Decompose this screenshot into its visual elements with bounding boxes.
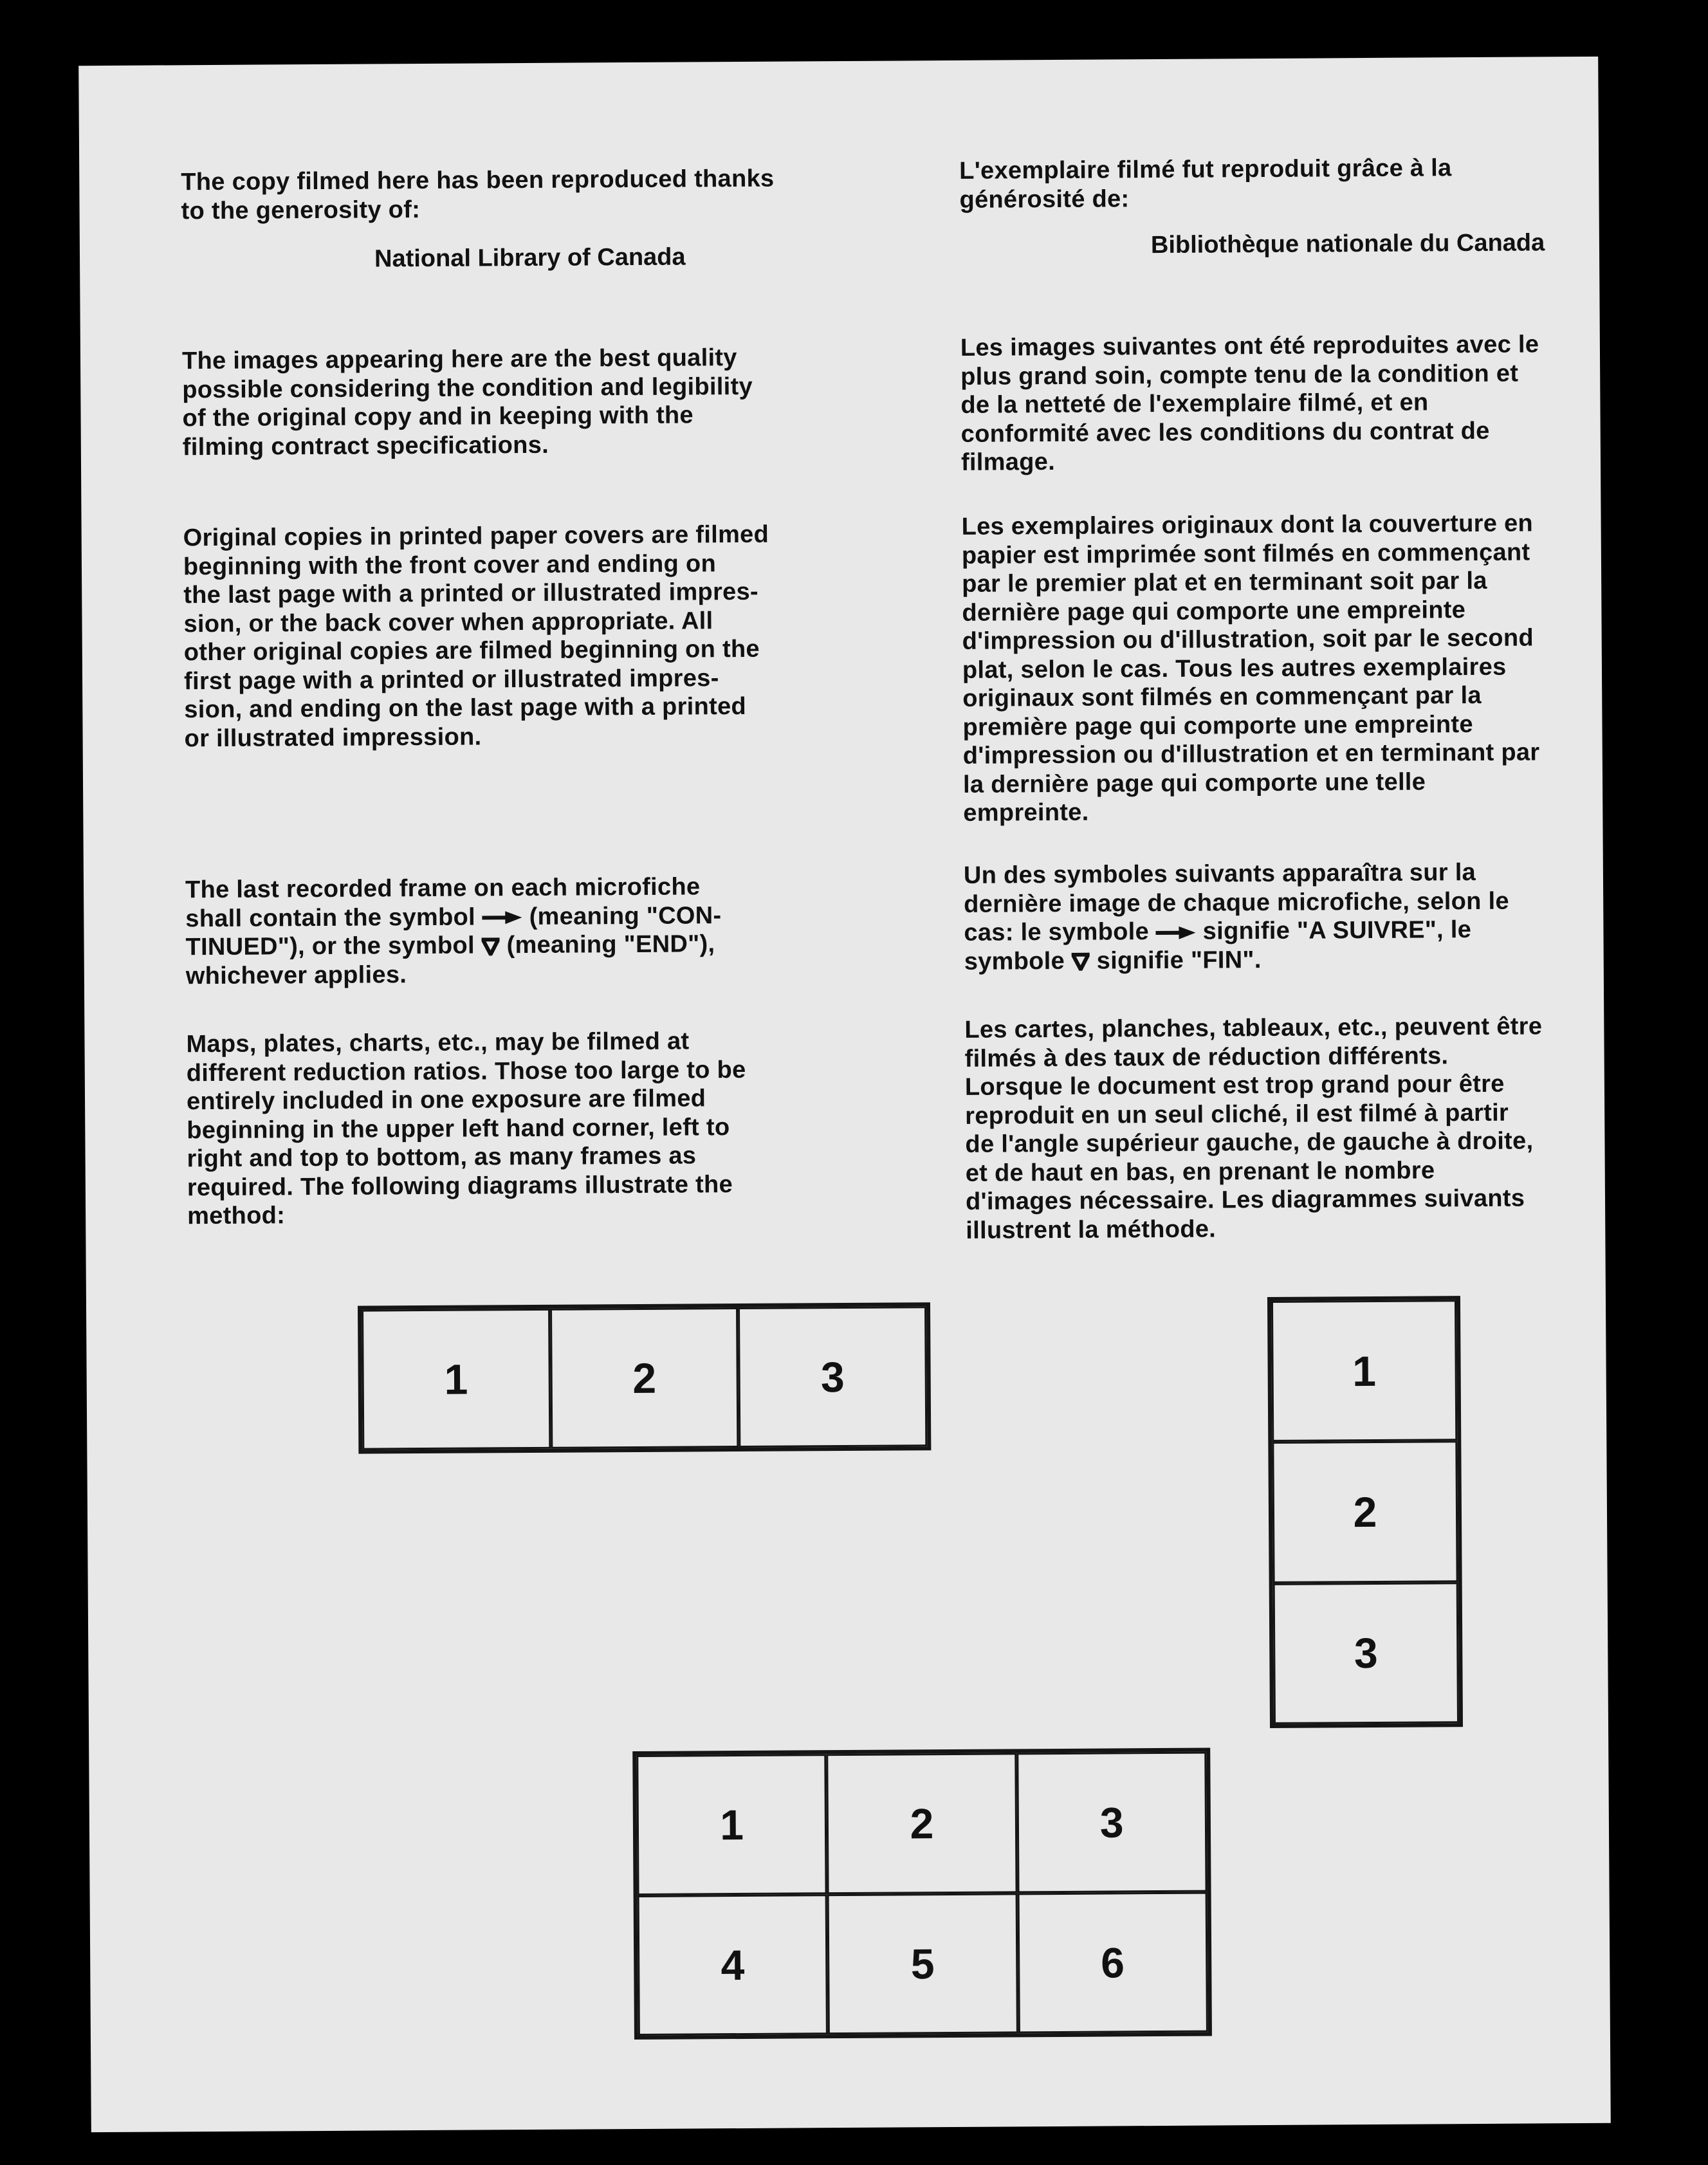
frame-cell: 2 bbox=[827, 1753, 1018, 1894]
french-thanks-paragraph: L'exemplaire filmé fut reproduit grâce à la générosité de: bbox=[959, 154, 1452, 214]
french-library-name: Bibliothèque nationale du Canada bbox=[1150, 229, 1545, 259]
right-arrow-icon bbox=[482, 911, 522, 925]
english-symbol-text-1: The last recorded frame on each microfiche shall contain the symbol bbox=[185, 873, 701, 932]
grid-frames-diagram bbox=[632, 1748, 1212, 2040]
frame-cell: 2 bbox=[550, 1307, 739, 1449]
frame-cell: 5 bbox=[827, 1893, 1018, 2034]
microfilm-target-sheet bbox=[78, 57, 1611, 2132]
english-symbol-text-3: (meaning "END"), whichever applies. bbox=[185, 930, 715, 990]
french-maps-paragraph: Les cartes, planches, tableaux, etc., peuvent être filmés à des taux de réduction différents. Lorsque le document est trop grand pour être reproduit en un seul cliché, il est filmé à partir de l'angle supérieur gauche, de gauche à droite, et de haut en bas, en prenant le nombre d'images nécessaire. Les diagrammes suivants illustrent la méthode. bbox=[964, 1013, 1543, 1244]
frame-cell: 3 bbox=[738, 1306, 927, 1448]
english-symbol-paragraph bbox=[185, 872, 722, 990]
english-column bbox=[180, 61, 823, 1230]
french-quality-paragraph: Les images suivantes ont été reproduites avec le plus grand soin, compte tenu de la condition et de la netteté de l'exemplaire filmé, et en conformité avec les conditions du contrat de filmage. bbox=[960, 331, 1539, 476]
row-frames-diagram bbox=[358, 1302, 931, 1453]
french-covers-paragraph: Les exemplaires originaux dont la couverture en papier est imprimée sont filmés en commençant par le premier plat et en terminant soit par la dernière page qui comporte une empreinte d'impression ou d'illustration, soit par le second plat, selon le cas. Tous les autres exemplaires originaux sont filmés en commençant par la première page qui comporte une empreinte d'impression ou d'illustration et en terminant par la dernière page qui comporte une telle empreinte. bbox=[961, 510, 1540, 827]
right-arrow-icon bbox=[1156, 926, 1196, 940]
french-symbol-text-3: signifie "FIN". bbox=[1089, 946, 1262, 975]
frame-cell: 3 bbox=[1016, 1752, 1208, 1893]
english-covers-paragraph: Original copies in printed paper covers are filmed beginning with the front cover and ending on the last page with a printed or illustrated impres- sion, or the back cover when appropriate. All other original copies are filmed beginning on the first page with a printed or illustrated impres- sion, and ending on the last page with a printed or illustrated impression. bbox=[183, 521, 769, 752]
french-symbol-paragraph bbox=[964, 858, 1510, 976]
down-triangle-icon bbox=[1072, 953, 1090, 971]
down-triangle-icon bbox=[482, 937, 500, 955]
frame-cell: 2 bbox=[1272, 1441, 1458, 1583]
frame-cell: 6 bbox=[1017, 1892, 1208, 2034]
column-frames-diagram bbox=[1267, 1296, 1463, 1728]
frame-cell: 1 bbox=[1271, 1300, 1457, 1442]
english-quality-paragraph: The images appearing here are the best quality possible considering the condition and legibility of the original copy and in keeping with the filming contract specifications. bbox=[181, 344, 753, 461]
english-symbol-text-2: (meaning "CON- TINUED"), or the symbol bbox=[185, 901, 722, 961]
french-symbol-text-1: Un des symboles suivants apparaîtra sur la dernière image de chaque microfiche, selon le cas: le symbole bbox=[963, 859, 1509, 946]
english-thanks-paragraph: The copy filmed here has been reproduced thanks to the generosity of: bbox=[181, 165, 775, 225]
french-column bbox=[959, 57, 1589, 1244]
english-maps-paragraph: Maps, plates, charts, etc., may be filmed at different reduction ratios. Those too large to be entirely included in one exposure are filmed beginning in the upper left hand corner, left to right and top to bottom, as many frames as required. The following diagrams illustrate the method: bbox=[186, 1027, 746, 1230]
frame-cell: 4 bbox=[638, 1894, 829, 2036]
frame-cell: 1 bbox=[362, 1309, 551, 1450]
french-symbol-text-2: signifie "A SUIVRE", le symbole bbox=[964, 916, 1472, 975]
frame-cell: 3 bbox=[1273, 1582, 1459, 1724]
frame-cell: 1 bbox=[636, 1754, 827, 1895]
english-library-name: National Library of Canada bbox=[374, 243, 686, 273]
